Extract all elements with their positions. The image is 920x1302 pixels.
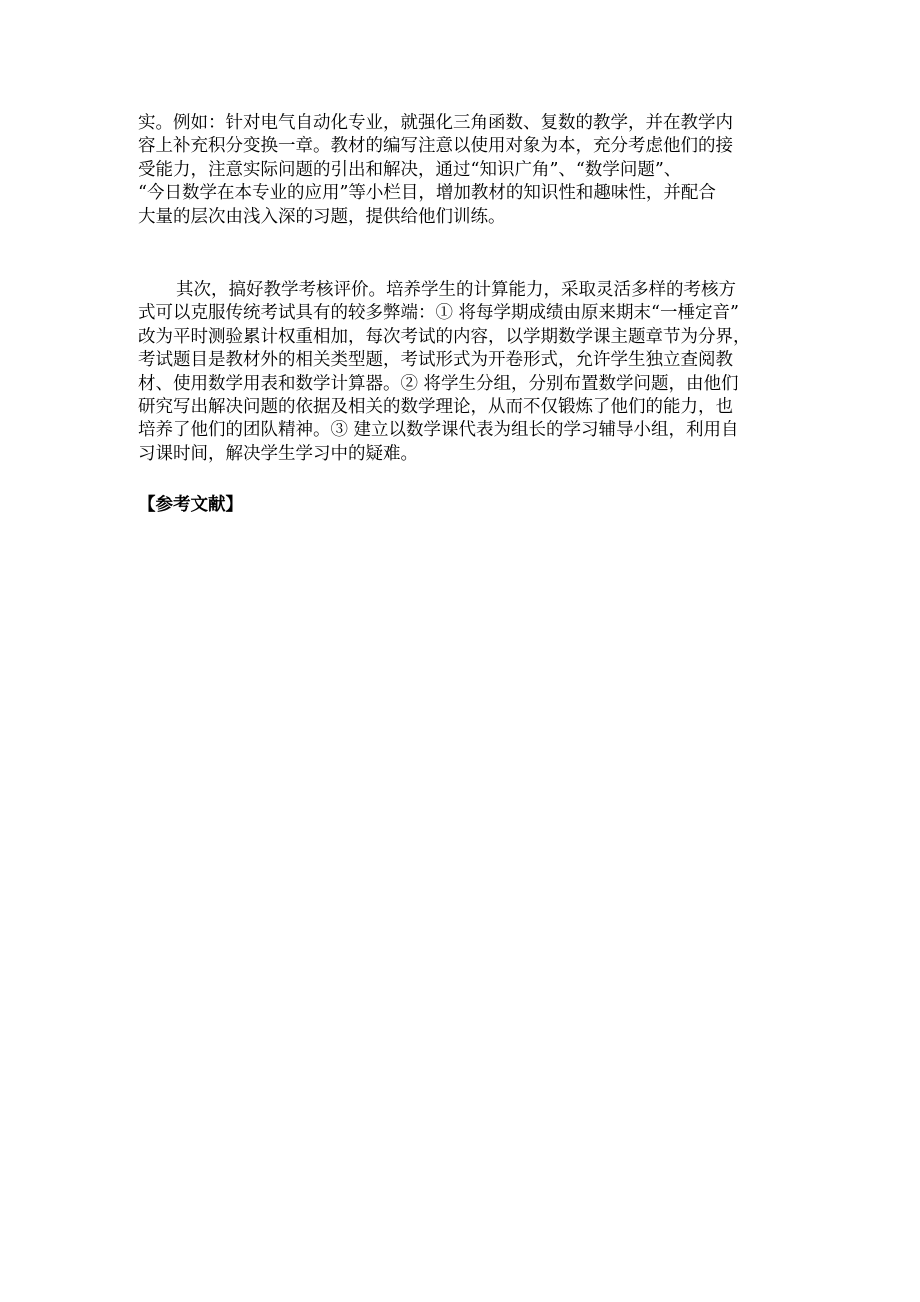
references-heading: 【参考文献】 [138,495,243,515]
text-line: 其次，搞好教学考核评价。培养学生的计算能力，采取灵活多样的考核方 [176,280,736,300]
text-line: 大量的层次由浅入深的习题，提供给他们训练。 [138,206,506,227]
text-line: 研究写出解决问题的依据及相关的数学理论，从而不仅锻炼了他们的能力，也 [138,397,733,418]
paragraph-textbook [138,112,788,229]
text-line: 习课时间，解决学生学习中的疑难。 [138,443,418,464]
text-line: 改为平时测验累计权重相加，每次考试的内容，以学期数学课主题章节为分界， [138,326,751,347]
text-line: 式可以克服传统考试具有的较多弊端：① 将每学期成绩由原来期末“一棰定音” [138,303,739,324]
text-line: “今日数学在本专业的应用”等小栏目，增加教材的知识性和趣味性，并配合 [138,183,716,204]
text-line: 培养了他们的团队精神。③ 建立以数学课代表为组长的学习辅导小组，利用自 [138,420,739,441]
text-line: 材、使用数学用表和数学计算器。② 将学生分组，分别布置数学问题，由他们 [138,373,739,394]
text-line: 考试题目是教材外的相关类型题，考试形式为开卷形式，允许学生独立查阅教 [138,350,733,371]
text-line: 容上补充积分变换一章。教材的编写注意以使用对象为本，充分考虑他们的接 [138,136,733,157]
paragraph-assessment [138,279,788,466]
text-line: 实。例如：针对电气自动化专业，就强化三角函数、复数的教学，并在教学内 [138,113,733,133]
text-line: 受能力，注意实际问题的引出和解决，通过“知识广角”、“数学问题”、 [138,159,682,180]
